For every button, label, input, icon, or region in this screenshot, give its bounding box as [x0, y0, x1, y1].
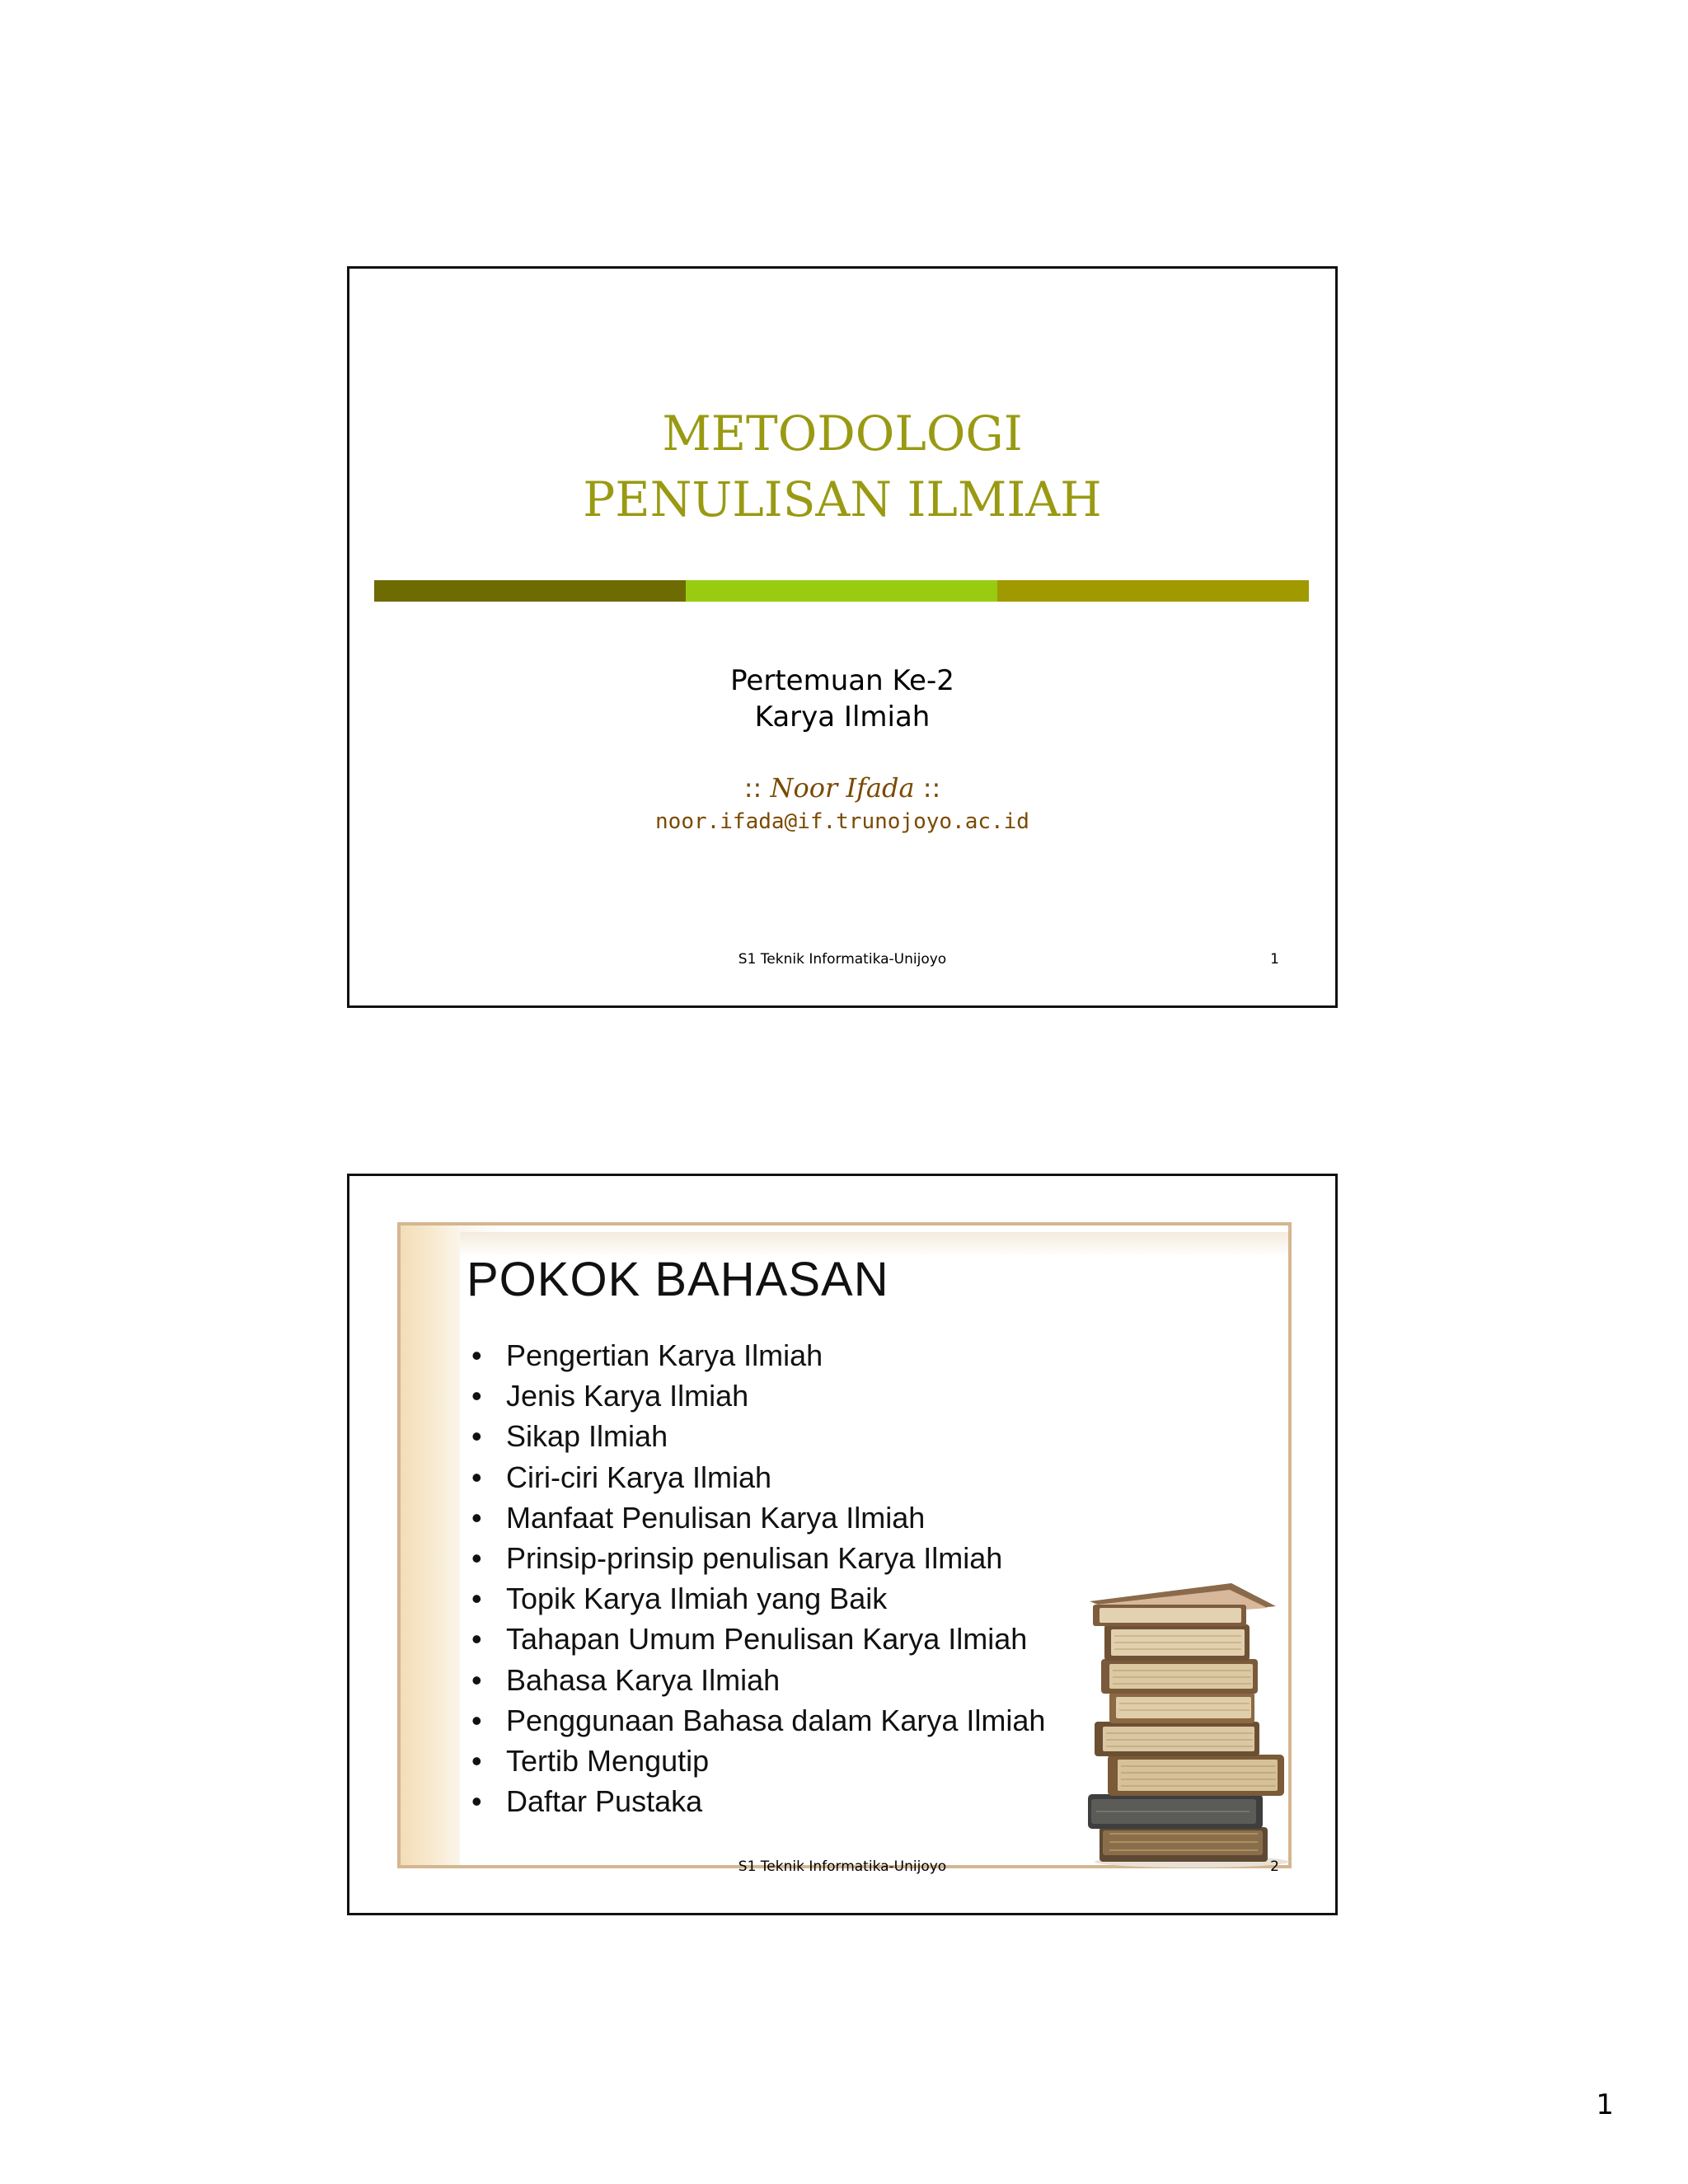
bar-dark-olive [374, 580, 686, 602]
author-email: noor.ifada@if.trunojoyo.ac.id [655, 809, 1029, 834]
slide-footer: S1 Teknik Informatika-Unijoyo [738, 1858, 947, 1875]
topic-item: • Pengertian Karya Ilmiah [471, 1335, 1045, 1376]
topic-item: • Tertib Mengutip [471, 1741, 1045, 1781]
topic-item: • Prinsip-prinsip penulisan Karya Ilmiah [471, 1538, 1045, 1578]
subtitle [349, 663, 1335, 735]
slide-1 [347, 266, 1338, 1008]
slide-2 [347, 1174, 1338, 1915]
slide-footer: S1 Teknik Informatika-Unijoyo [738, 951, 947, 968]
topic-item: • Jenis Karya Ilmiah [471, 1376, 1045, 1416]
slide-title: POKOK BAHASAN [467, 1253, 889, 1306]
author-name: Noor Ifada [770, 772, 915, 804]
slide-number: 1 [1270, 951, 1279, 968]
content-frame [397, 1222, 1292, 1868]
topic-list [471, 1335, 1045, 1821]
topic-item: • Bahasa Karya Ilmiah [471, 1660, 1045, 1700]
slide-number: 2 [1270, 1858, 1279, 1875]
subtitle-line-2: Karya Ilmiah [754, 701, 931, 733]
title-line-2: PENULISAN ILMIAH [583, 471, 1102, 527]
topic-item: • Penggunaan Bahasa dalam Karya Ilmiah [471, 1700, 1045, 1741]
topic-item: • Manfaat Penulisan Karya Ilmiah [471, 1497, 1045, 1538]
decorative-bars [374, 580, 1309, 602]
topic-item: • Topik Karya Ilmiah yang Baik [471, 1578, 1045, 1619]
bar-olive [997, 580, 1309, 602]
topic-item: • Tahapan Umum Penulisan Karya Ilmiah [471, 1619, 1045, 1659]
subtitle-line-1: Pertemuan Ke-2 [730, 664, 954, 697]
page-number: 1 [1596, 2088, 1614, 2121]
bar-lime [686, 580, 997, 602]
slide-title [349, 401, 1335, 532]
title-line-1: METODOLOGI [662, 405, 1023, 462]
topic-item: • Daftar Pustaka [471, 1781, 1045, 1821]
author-prefix: :: [743, 772, 762, 804]
stack-of-books-image [1085, 1577, 1291, 1869]
author-suffix: :: [922, 772, 941, 804]
author-line [349, 770, 1335, 806]
topic-item: • Sikap Ilmiah [471, 1416, 1045, 1456]
topic-item: • Ciri-ciri Karya Ilmiah [471, 1457, 1045, 1497]
